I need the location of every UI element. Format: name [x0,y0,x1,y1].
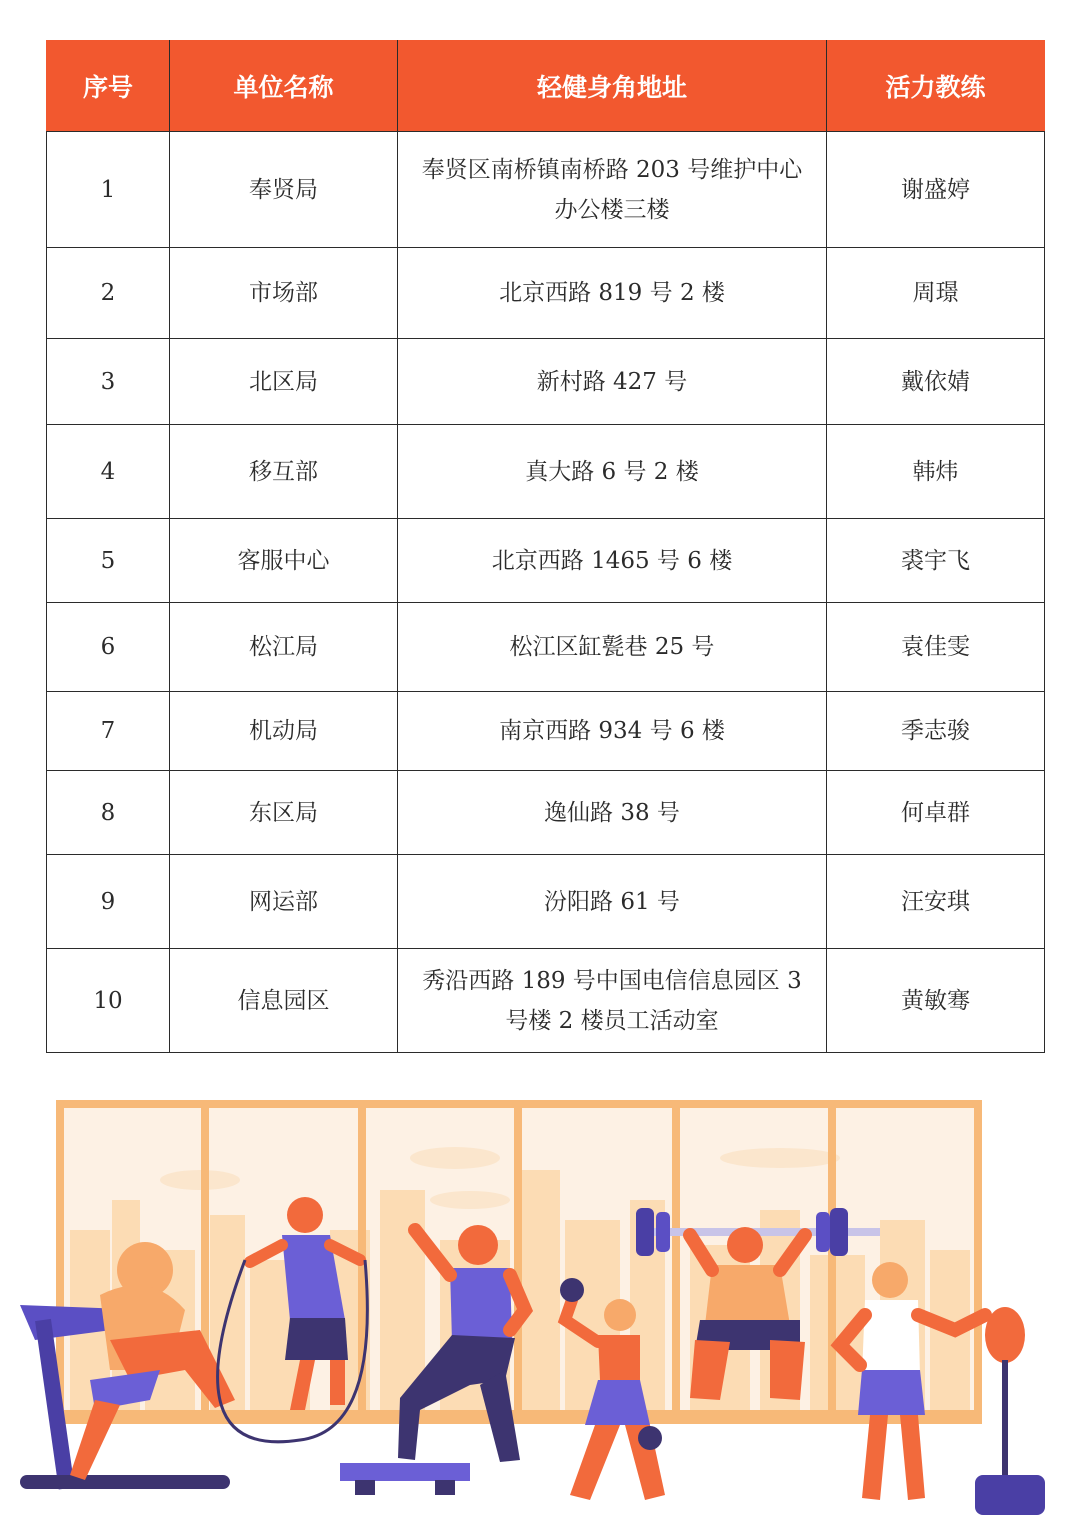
cell-unit-name: 市场部 [170,248,398,339]
cell-coach: 谢盛婷 [827,132,1045,248]
cell-unit-name: 奉贤局 [170,132,398,248]
cell-number: 4 [47,425,170,519]
cell-coach: 裘宇飞 [827,519,1045,603]
gym-workout-illustration [0,1080,1080,1535]
cell-address: 真大路 6 号 2 楼 [398,425,827,519]
cell-number: 2 [47,248,170,339]
header-address: 轻健身角地址 [398,41,827,132]
table-row [47,425,1045,519]
cell-unit-name: 机动局 [170,692,398,771]
header-number: 序号 [47,41,170,132]
table-row [47,855,1045,949]
header-unit-name: 单位名称 [170,41,398,132]
table-row [47,603,1045,692]
table-header-row [47,41,1045,132]
table-row [47,692,1045,771]
cell-coach: 韩炜 [827,425,1045,519]
cell-coach: 何卓群 [827,771,1045,855]
cell-address: 新村路 427 号 [398,339,827,425]
cell-coach: 戴依婧 [827,339,1045,425]
cell-number: 9 [47,855,170,949]
cell-address: 逸仙路 38 号 [398,771,827,855]
cell-number: 6 [47,603,170,692]
table-row [47,519,1045,603]
cell-number: 3 [47,339,170,425]
cell-address: 秀沿西路 189 号中国电信信息园区 3 号楼 2 楼员工活动室 [398,949,827,1053]
cell-coach: 汪安琪 [827,855,1045,949]
cell-coach: 黄敏骞 [827,949,1045,1053]
cell-address: 北京西路 819 号 2 楼 [398,248,827,339]
cell-coach: 季志骏 [827,692,1045,771]
cell-coach: 袁佳雯 [827,603,1045,692]
cell-unit-name: 信息园区 [170,949,398,1053]
cell-unit-name: 松江局 [170,603,398,692]
cell-address: 汾阳路 61 号 [398,855,827,949]
cell-unit-name: 东区局 [170,771,398,855]
cell-number: 5 [47,519,170,603]
table-row [47,949,1045,1053]
cell-number: 7 [47,692,170,771]
cell-coach: 周璟 [827,248,1045,339]
cell-address: 南京西路 934 号 6 楼 [398,692,827,771]
table-row [47,339,1045,425]
cell-unit-name: 网运部 [170,855,398,949]
cell-unit-name: 北区局 [170,339,398,425]
cell-number: 10 [47,949,170,1053]
cell-number: 8 [47,771,170,855]
cell-address: 松江区缸甏巷 25 号 [398,603,827,692]
gym-corner-table [46,40,1044,1053]
cell-address: 北京西路 1465 号 6 楼 [398,519,827,603]
header-coach: 活力教练 [827,41,1045,132]
cell-unit-name: 移互部 [170,425,398,519]
table-row [47,771,1045,855]
cell-address: 奉贤区南桥镇南桥路 203 号维护中心办公楼三楼 [398,132,827,248]
table-row [47,132,1045,248]
cell-unit-name: 客服中心 [170,519,398,603]
table-row [47,248,1045,339]
cell-number: 1 [47,132,170,248]
